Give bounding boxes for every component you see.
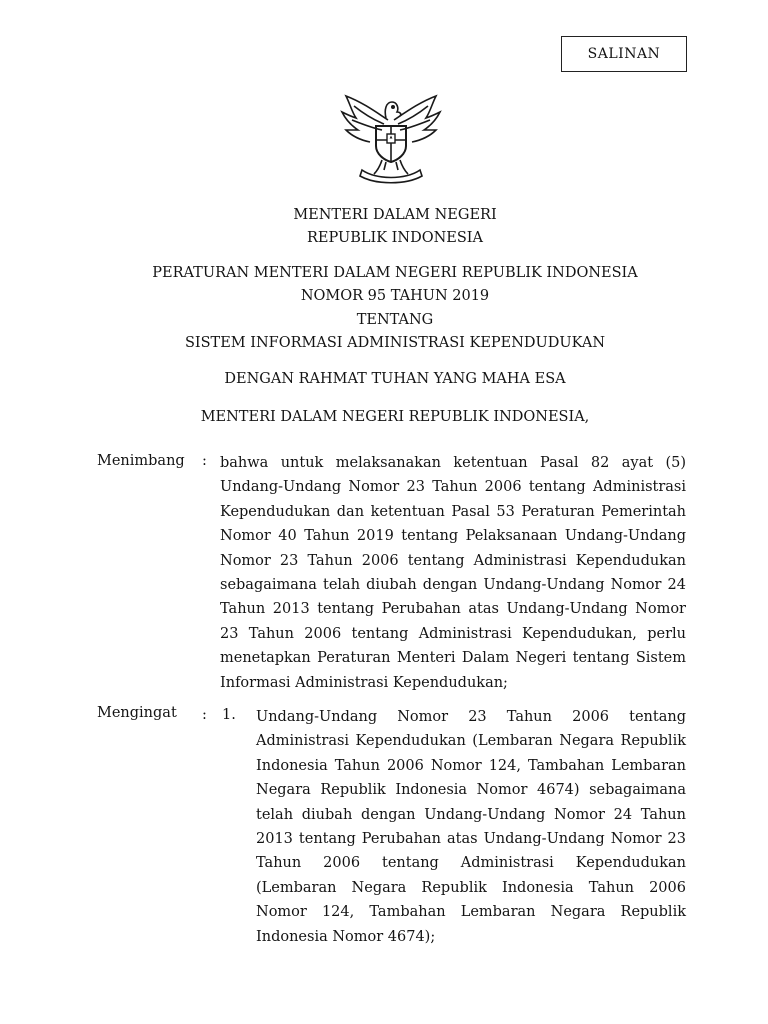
- menimbang-paragraph: [220, 451, 686, 695]
- regulation-number: NOMOR 95 TAHUN 2019: [300, 288, 490, 304]
- mengingat-line: Tahun 2006 tentang Administrasi Kependudukan: [256, 855, 686, 872]
- issuer-line-2: REPUBLIK INDONESIA: [306, 230, 483, 246]
- issuer-line-1: MENTERI DALAM NEGERI: [293, 207, 497, 223]
- salinan-stamp: SALINAN: [561, 36, 687, 72]
- menimbang-line: Kependudukan dan ketentuan Pasal 53 Peraturan Pemerintah: [220, 503, 686, 520]
- menimbang-label: Menimbang: [97, 453, 185, 469]
- menimbang-colon: :: [202, 453, 207, 469]
- mengingat-line: telah diubah dengan Undang-Undang Nomor 24 Tahun: [256, 806, 686, 823]
- menimbang-line: 23 Tahun 2006 tentang Administrasi Kependudukan, perlu: [220, 625, 686, 642]
- regulation-title: PERATURAN MENTERI DALAM NEGERI REPUBLIK INDONESIA: [152, 265, 638, 281]
- mengingat-line: Indonesia Nomor 4674);: [256, 928, 436, 945]
- menimbang-line: menetapkan Peraturan Menteri Dalam Negeri tentang Sistem: [220, 650, 686, 667]
- mengingat-colon: :: [202, 707, 207, 723]
- garuda-pancasila-emblem-icon: [336, 90, 446, 185]
- menimbang-line: Nomor 23 Tahun 2006 tentang Administrasi Kependudukan: [220, 552, 686, 569]
- mengingat-label: Mengingat: [97, 705, 177, 721]
- blessing-line: DENGAN RAHMAT TUHAN YANG MAHA ESA: [224, 371, 566, 387]
- mengingat-line: Administrasi Kependudukan (Lembaran Negara Republik: [256, 733, 686, 750]
- mengingat-line: Undang-Undang Nomor 23 Tahun 2006 tentang: [256, 709, 686, 725]
- mengingat-line: Indonesia Tahun 2006 Nomor 124, Tambahan Lembaran: [256, 757, 686, 774]
- menimbang-line: Nomor 40 Tahun 2019 tentang Pelaksanaan Undang-Undang: [220, 528, 686, 545]
- mengingat-item-number: 1.: [222, 707, 236, 723]
- regulation-subject: SISTEM INFORMASI ADMINISTRASI KEPENDUDUKAN: [184, 335, 606, 351]
- regulation-tentang: TENTANG: [356, 312, 434, 328]
- mengingat-line: Nomor 124, Tambahan Lembaran Negara Republik: [256, 904, 686, 921]
- mengingat-line: 2013 tentang Perubahan atas Undang-Undang Nomor 23: [256, 831, 686, 848]
- mengingat-line: Negara Republik Indonesia Nomor 4674) sebagaimana: [256, 782, 686, 799]
- minister-line: MENTERI DALAM NEGERI REPUBLIK INDONESIA,: [200, 409, 590, 425]
- menimbang-line: Tahun 2013 tentang Perubahan atas Undang-Undang Nomor: [220, 601, 686, 618]
- mengingat-item-1: [256, 705, 686, 949]
- menimbang-line: Undang-Undang Nomor 23 Tahun 2006 tentang Administrasi: [220, 479, 686, 496]
- menimbang-line: Informasi Administrasi Kependudukan;: [220, 674, 508, 691]
- menimbang-line: bahwa untuk melaksanakan ketentuan Pasal 82 ayat (5): [220, 455, 686, 471]
- menimbang-line: sebagaimana telah diubah dengan Undang-Undang Nomor 24: [220, 577, 686, 594]
- mengingat-line: (Lembaran Negara Republik Indonesia Tahun 2006: [256, 879, 686, 896]
